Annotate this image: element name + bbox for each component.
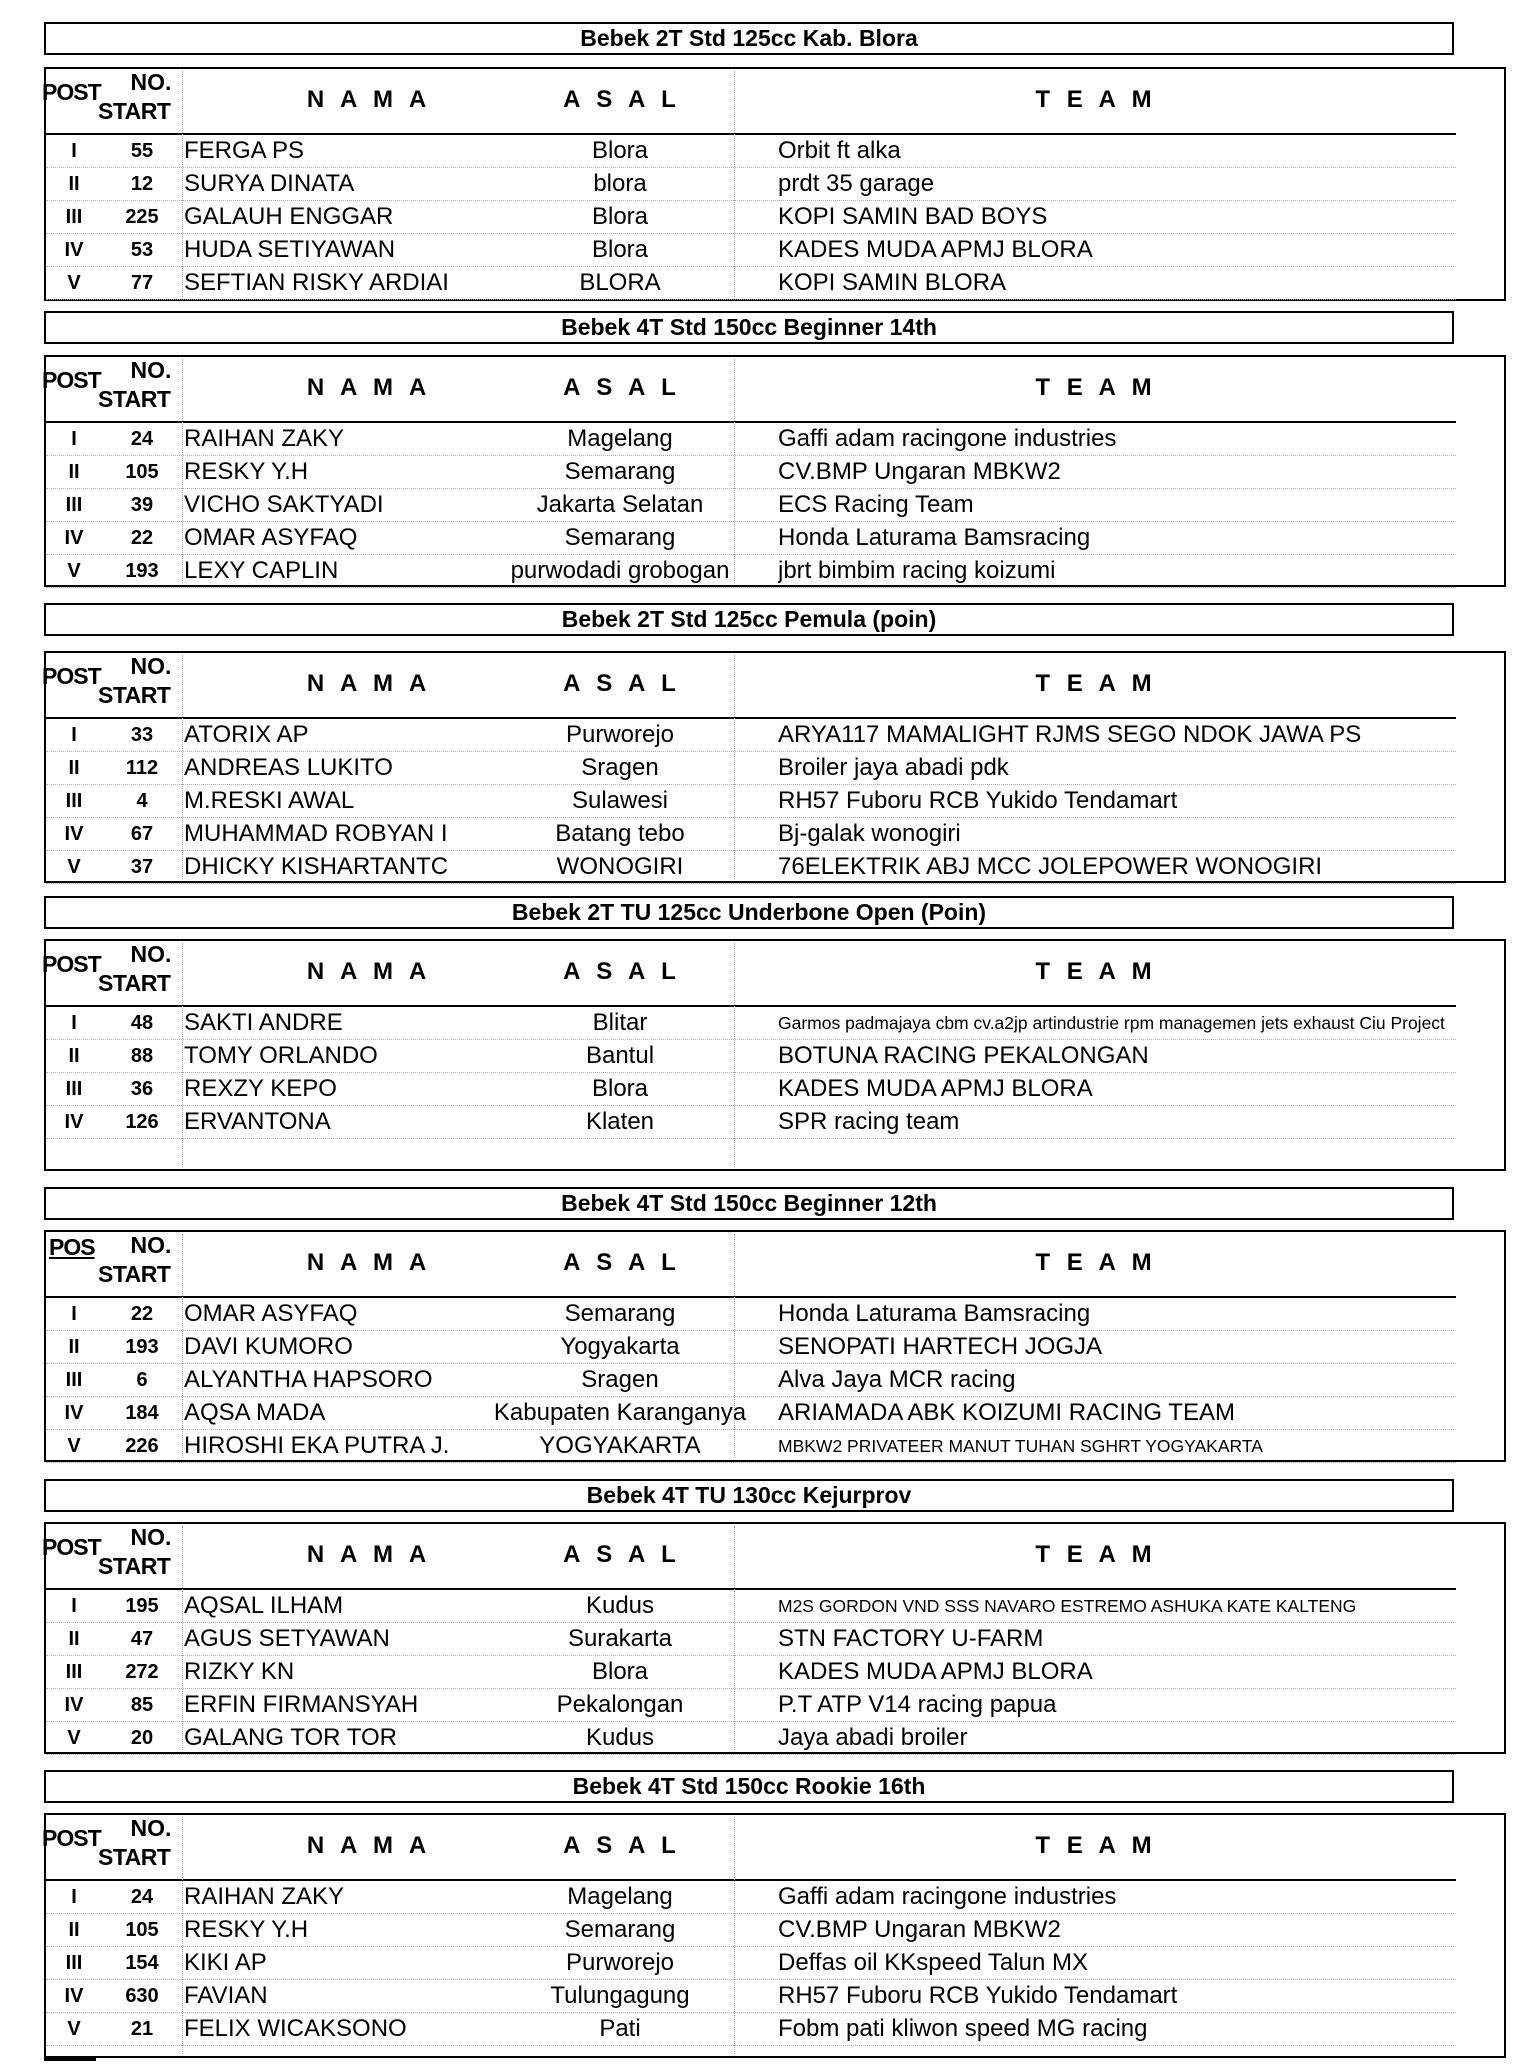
- header-asal: A S A L: [563, 86, 681, 113]
- team-cell: Jaya abadi broiler: [778, 1724, 968, 1751]
- results-table: [44, 1522, 1506, 1754]
- start-number-cell: 225: [125, 206, 159, 228]
- position-cell: V: [67, 856, 81, 878]
- start-number-cell: 154: [125, 1952, 159, 1974]
- rider-name-cell: RAIHAN ZAKY: [184, 1883, 345, 1910]
- start-number-cell: 55: [130, 140, 154, 162]
- table-row: [46, 1656, 1456, 1689]
- position-cell: II: [68, 757, 80, 779]
- start-number-cell: 105: [125, 1919, 159, 1941]
- origin-cell: Semarang: [564, 1300, 676, 1327]
- table-row: [46, 818, 1456, 851]
- rider-name-cell: AQSA MADA: [184, 1399, 326, 1426]
- results-table: [44, 1813, 1506, 2058]
- position-cell: IV: [64, 1402, 84, 1424]
- rider-name-cell: ATORIX AP: [184, 721, 309, 748]
- position-cell: I: [71, 1012, 77, 1034]
- start-number-cell: 24: [130, 428, 154, 450]
- start-number-cell: 12: [130, 173, 154, 195]
- header-asal: A S A L: [563, 670, 681, 697]
- position-cell: IV: [64, 239, 84, 261]
- results-table: [44, 67, 1506, 301]
- start-number-cell: 112: [125, 757, 159, 779]
- team-cell: Alva Jaya MCR racing: [778, 1366, 1016, 1393]
- start-number-cell: 126: [125, 1111, 159, 1133]
- origin-cell: Blora: [591, 236, 649, 263]
- origin-cell: Blora: [591, 1075, 649, 1102]
- section-title: Bebek 2T TU 125cc Underbone Open (Poin): [44, 896, 1454, 929]
- rider-name-cell: SEFTIAN RISKY ARDIAI: [184, 269, 449, 296]
- team-cell: ARYA117 MAMALIGHT RJMS SEGO NDOK JAWA PS: [778, 721, 1362, 748]
- table-row: [46, 1689, 1456, 1722]
- table-row: [46, 168, 1456, 201]
- start-number-cell: 20: [130, 1727, 154, 1749]
- rider-name-cell: ERFIN FIRMANSYAH: [184, 1691, 419, 1718]
- origin-cell: Magelang: [567, 1883, 673, 1910]
- position-cell: IV: [64, 823, 84, 845]
- header-asal: A S A L: [563, 958, 681, 985]
- origin-cell: Sragen: [581, 754, 659, 781]
- table-row: [46, 1040, 1456, 1073]
- team-cell: KADES MUDA APMJ BLORA: [778, 1075, 1093, 1102]
- team-cell: KADES MUDA APMJ BLORA: [778, 1658, 1093, 1685]
- header-start: START: [98, 1844, 171, 1870]
- table-row: [46, 1397, 1456, 1430]
- start-number-cell: 67: [130, 823, 154, 845]
- table-row: [46, 201, 1456, 234]
- footer-line: [44, 2058, 96, 2061]
- table-header: [46, 1232, 1456, 1298]
- origin-cell: Klaten: [585, 1108, 655, 1135]
- table-row: [46, 423, 1456, 456]
- start-number-cell: 22: [130, 527, 154, 549]
- start-number-cell: 193: [125, 560, 159, 582]
- start-number-cell: 36: [130, 1078, 154, 1100]
- origin-cell: Purworejo: [565, 721, 675, 748]
- rider-name-cell: DHICKY KISHARTANTC: [184, 853, 449, 880]
- header-no: NO.: [130, 357, 172, 383]
- position-cell: I: [71, 1303, 77, 1325]
- rider-name-cell: VICHO SAKTYADI: [184, 491, 384, 518]
- position-cell: II: [68, 461, 80, 483]
- team-cell: P.T ATP V14 racing papua: [778, 1691, 1057, 1718]
- table-row: [46, 1430, 1456, 1463]
- team-cell: Gaffi adam racingone industries: [778, 425, 1117, 452]
- team-cell: KOPI SAMIN BLORA: [778, 269, 1007, 296]
- table-row: [46, 1914, 1456, 1947]
- origin-cell: WONOGIRI: [556, 853, 684, 880]
- team-cell: RH57 Fuboru RCB Yukido Tendamart: [778, 787, 1178, 814]
- origin-cell: Semarang: [564, 1916, 676, 1943]
- team-cell: Bj-galak wonogiri: [778, 820, 961, 847]
- origin-cell: purwodadi grobogan: [510, 557, 730, 584]
- position-cell: V: [67, 2018, 81, 2040]
- table-row: [46, 1623, 1456, 1656]
- position-cell: V: [67, 1435, 81, 1457]
- rider-name-cell: FERGA PS: [184, 137, 305, 164]
- rider-name-cell: SURYA DINATA: [184, 170, 355, 197]
- start-number-cell: 630: [125, 1985, 159, 2007]
- start-number-cell: 39: [130, 494, 154, 516]
- rider-name-cell: RESKY Y.H: [184, 1916, 309, 1943]
- rider-name-cell: DAVI KUMORO: [184, 1333, 353, 1360]
- rider-name-cell: RAIHAN ZAKY: [184, 425, 345, 452]
- table-row: [46, 1947, 1456, 1980]
- header-no: NO.: [130, 1815, 172, 1841]
- rider-name-cell: FAVIAN: [184, 1982, 268, 2009]
- position-cell: II: [68, 173, 80, 195]
- header-pos: POST: [42, 951, 101, 977]
- start-number-cell: 37: [130, 856, 154, 878]
- header-no: NO.: [130, 653, 172, 679]
- results-table: [44, 939, 1506, 1171]
- table-row: [46, 1881, 1456, 1914]
- position-cell: III: [65, 790, 83, 812]
- rider-name-cell: REXZY KEPO: [184, 1075, 337, 1102]
- rider-name-cell: OMAR ASYFAQ: [184, 1300, 358, 1327]
- team-cell: jbrt bimbim racing koizumi: [778, 557, 1056, 584]
- section-title: Bebek 4T TU 130cc Kejurprov: [44, 1479, 1454, 1512]
- header-pos: POST: [42, 367, 101, 393]
- team-cell: SENOPATI HARTECH JOGJA: [778, 1333, 1103, 1360]
- table-row: [46, 719, 1456, 752]
- table-row: [46, 1073, 1456, 1106]
- team-cell: Garmos padmajaya cbm cv.a2jp artindustrie rpm managemen jets exhaust Ciu Project: [778, 1013, 1445, 1033]
- rider-name-cell: GALANG TOR TOR: [184, 1724, 397, 1751]
- origin-cell: Semarang: [564, 524, 676, 551]
- position-cell: III: [65, 494, 83, 516]
- header-nama: N A M A: [306, 670, 432, 697]
- header-team: T E A M: [1035, 670, 1157, 697]
- start-number-cell: 85: [130, 1694, 154, 1716]
- table-header: [42, 1815, 1456, 1881]
- rider-name-cell: HUDA SETIYAWAN: [184, 236, 396, 263]
- header-start: START: [98, 970, 171, 996]
- position-cell: III: [65, 206, 83, 228]
- origin-cell: Magelang: [567, 425, 673, 452]
- header-asal: A S A L: [563, 1832, 681, 1859]
- header-nama: N A M A: [306, 958, 432, 985]
- position-cell: V: [67, 1727, 81, 1749]
- origin-cell: Pekalongan: [556, 1691, 684, 1718]
- header-nama: N A M A: [306, 86, 432, 113]
- table-header: [42, 357, 1456, 423]
- origin-cell: Jakarta Selatan: [536, 491, 704, 518]
- section-title: Bebek 2T Std 125cc Pemula (poin): [44, 603, 1454, 636]
- table-row: [46, 135, 1456, 168]
- rider-name-cell: RESKY Y.H: [184, 458, 309, 485]
- origin-cell: Kudus: [585, 1724, 655, 1751]
- rider-name-cell: AGUS SETYAWAN: [184, 1625, 390, 1652]
- table-row: [46, 1007, 1456, 1040]
- start-number-cell: 6: [136, 1369, 148, 1391]
- team-cell: Gaffi adam racingone industries: [778, 1883, 1117, 1910]
- header-no: NO.: [130, 941, 172, 967]
- position-cell: II: [68, 1628, 80, 1650]
- header-nama: N A M A: [306, 1249, 432, 1276]
- origin-cell: Semarang: [564, 458, 676, 485]
- position-cell: I: [71, 428, 77, 450]
- header-start: START: [98, 386, 171, 412]
- results-table: [44, 355, 1506, 587]
- start-number-cell: 88: [130, 1045, 154, 1067]
- origin-cell: Bantul: [585, 1042, 655, 1069]
- rider-name-cell: OMAR ASYFAQ: [184, 524, 358, 551]
- table-row: [46, 456, 1456, 489]
- table-row: [46, 1980, 1456, 2013]
- position-cell: II: [68, 1045, 80, 1067]
- table-row: [46, 1331, 1456, 1364]
- origin-cell: Surakarta: [567, 1625, 673, 1652]
- position-cell: II: [68, 1336, 80, 1358]
- rider-name-cell: ERVANTONA: [184, 1108, 331, 1135]
- origin-cell: YOGYAKARTA: [539, 1432, 701, 1459]
- table-row: [46, 522, 1456, 555]
- team-cell: BOTUNA RACING PEKALONGAN: [778, 1042, 1149, 1069]
- origin-cell: BLORA: [579, 269, 661, 296]
- team-cell: CV.BMP Ungaran MBKW2: [778, 458, 1061, 485]
- header-no: NO.: [130, 1524, 172, 1550]
- position-cell: III: [65, 1661, 83, 1683]
- origin-cell: Blora: [591, 203, 649, 230]
- origin-cell: Tulungagung: [550, 1982, 690, 2009]
- origin-cell: Yogyakarta: [560, 1333, 680, 1360]
- header-pos: POS: [49, 1234, 95, 1260]
- header-team: T E A M: [1035, 1249, 1157, 1276]
- team-cell: Honda Laturama Bamsracing: [778, 524, 1091, 551]
- position-cell: V: [67, 560, 81, 582]
- team-cell: CV.BMP Ungaran MBKW2: [778, 1916, 1061, 1943]
- team-cell: RH57 Fuboru RCB Yukido Tendamart: [778, 1982, 1178, 2009]
- table-row: [46, 851, 1456, 884]
- header-asal: A S A L: [563, 374, 681, 401]
- rider-name-cell: SAKTI ANDRE: [184, 1009, 343, 1036]
- table-row: [46, 1590, 1456, 1623]
- rider-name-cell: FELIX WICAKSONO: [184, 2015, 407, 2042]
- position-cell: IV: [64, 1111, 84, 1133]
- origin-cell: blora: [593, 170, 647, 197]
- rider-name-cell: ALYANTHA HAPSORO: [184, 1366, 433, 1393]
- rider-name-cell: HIROSHI EKA PUTRA J.: [184, 1432, 450, 1459]
- rider-name-cell: LEXY CAPLIN: [184, 557, 339, 584]
- table-row: [46, 1364, 1456, 1397]
- position-cell: I: [71, 724, 77, 746]
- team-cell: ECS Racing Team: [778, 491, 974, 518]
- origin-cell: Batang tebo: [555, 820, 685, 847]
- header-team: T E A M: [1035, 1541, 1157, 1568]
- rider-name-cell: MUHAMMAD ROBYAN I: [184, 820, 448, 847]
- position-cell: II: [68, 1919, 80, 1941]
- header-pos: POST: [42, 79, 101, 105]
- table-row: [46, 1298, 1456, 1331]
- start-number-cell: 4: [136, 790, 148, 812]
- header-asal: A S A L: [563, 1541, 681, 1568]
- start-number-cell: 21: [130, 2018, 154, 2040]
- table-row: [46, 752, 1456, 785]
- header-start: START: [98, 682, 171, 708]
- section-title: Bebek 2T Std 125cc Kab. Blora: [44, 22, 1454, 55]
- position-cell: I: [71, 1886, 77, 1908]
- header-start: START: [98, 1261, 171, 1287]
- position-cell: IV: [64, 1694, 84, 1716]
- team-cell: MBKW2 PRIVATEER MANUT TUHAN SGHRT YOGYAKARTA: [778, 1436, 1263, 1456]
- rider-name-cell: GALAUH ENGGAR: [184, 203, 394, 230]
- team-cell: KOPI SAMIN BAD BOYS: [778, 203, 1048, 230]
- origin-cell: Sragen: [581, 1366, 659, 1393]
- team-cell: Orbit ft alka: [778, 137, 901, 164]
- start-number-cell: 77: [130, 272, 154, 294]
- rider-name-cell: AQSAL ILHAM: [184, 1592, 344, 1619]
- header-pos: POST: [42, 663, 101, 689]
- position-cell: III: [65, 1078, 83, 1100]
- team-cell: Broiler jaya abadi pdk: [778, 754, 1009, 781]
- origin-cell: Kabupaten Karanganya: [493, 1399, 747, 1426]
- table-header: [42, 653, 1456, 719]
- start-number-cell: 33: [130, 724, 154, 746]
- start-number-cell: 53: [130, 239, 154, 261]
- results-table: [44, 651, 1506, 883]
- header-team: T E A M: [1035, 374, 1157, 401]
- position-cell: IV: [64, 527, 84, 549]
- position-cell: III: [65, 1369, 83, 1391]
- origin-cell: Kudus: [585, 1592, 655, 1619]
- position-cell: I: [71, 1595, 77, 1617]
- start-number-cell: 22: [130, 1303, 154, 1325]
- origin-cell: Blora: [591, 1658, 649, 1685]
- start-number-cell: 193: [125, 1336, 159, 1358]
- start-number-cell: 195: [125, 1595, 159, 1617]
- start-number-cell: 226: [125, 1435, 159, 1457]
- start-number-cell: 48: [130, 1012, 154, 1034]
- start-number-cell: 272: [125, 1661, 159, 1683]
- team-cell: prdt 35 garage: [778, 170, 935, 197]
- position-cell: I: [71, 140, 77, 162]
- header-start: START: [98, 98, 171, 124]
- team-cell: SPR racing team: [778, 1108, 960, 1135]
- origin-cell: Pati: [599, 2015, 641, 2042]
- table-row: [46, 234, 1456, 267]
- header-nama: N A M A: [306, 1832, 432, 1859]
- rider-name-cell: M.RESKI AWAL: [184, 787, 355, 814]
- rider-name-cell: RIZKY KN: [184, 1658, 295, 1685]
- table-row: [46, 1722, 1456, 1755]
- rider-name-cell: KIKI AP: [184, 1949, 267, 1976]
- team-cell: ARIAMADA ABK KOIZUMI RACING TEAM: [778, 1399, 1235, 1426]
- header-team: T E A M: [1035, 86, 1157, 113]
- origin-cell: Blitar: [592, 1009, 648, 1036]
- table-header: [42, 941, 1456, 1007]
- header-nama: N A M A: [306, 374, 432, 401]
- section-title: Bebek 4T Std 150cc Beginner 12th: [44, 1187, 1454, 1220]
- table-row: [46, 2013, 1456, 2046]
- header-team: T E A M: [1035, 958, 1157, 985]
- header-no: NO.: [130, 69, 172, 95]
- origin-cell: Sulawesi: [571, 787, 669, 814]
- rider-name-cell: ANDREAS LUKITO: [184, 754, 393, 781]
- position-cell: IV: [64, 1985, 84, 2007]
- rider-name-cell: TOMY ORLANDO: [184, 1042, 378, 1069]
- section-title: Bebek 4T Std 150cc Rookie 16th: [44, 1770, 1454, 1803]
- table-row: [46, 1106, 1456, 1139]
- team-cell: 76ELEKTRIK ABJ MCC JOLEPOWER WONOGIRI: [778, 853, 1323, 880]
- origin-cell: Blora: [591, 137, 649, 164]
- table-row: [46, 267, 1456, 300]
- team-cell: Fobm pati kliwon speed MG racing: [778, 2015, 1148, 2042]
- results-table: [44, 1230, 1506, 1462]
- position-cell: V: [67, 272, 81, 294]
- team-cell: Deffas oil KKspeed Talun MX: [778, 1949, 1088, 1976]
- header-team: T E A M: [1035, 1832, 1157, 1859]
- table-row: [46, 785, 1456, 818]
- team-cell: M2S GORDON VND SSS NAVARO ESTREMO ASHUKA KATE KALTENG: [778, 1596, 1357, 1616]
- header-pos: POST: [42, 1825, 101, 1851]
- header-nama: N A M A: [306, 1541, 432, 1568]
- position-cell: III: [65, 1952, 83, 1974]
- header-no: NO.: [130, 1232, 172, 1258]
- header-start: START: [98, 1553, 171, 1579]
- start-number-cell: 184: [125, 1402, 159, 1424]
- table-header: [42, 1524, 1456, 1590]
- table-row: [46, 489, 1456, 522]
- origin-cell: Purworejo: [565, 1949, 675, 1976]
- start-number-cell: 47: [130, 1628, 154, 1650]
- start-number-cell: 105: [125, 461, 159, 483]
- team-cell: KADES MUDA APMJ BLORA: [778, 236, 1093, 263]
- table-header: [42, 69, 1456, 135]
- header-pos: POST: [42, 1534, 101, 1560]
- section-title: Bebek 4T Std 150cc Beginner 14th: [44, 311, 1454, 344]
- start-number-cell: 24: [130, 1886, 154, 1908]
- team-cell: Honda Laturama Bamsracing: [778, 1300, 1091, 1327]
- table-row: [46, 555, 1456, 588]
- header-asal: A S A L: [563, 1249, 681, 1276]
- team-cell: STN FACTORY U-FARM: [778, 1625, 1044, 1652]
